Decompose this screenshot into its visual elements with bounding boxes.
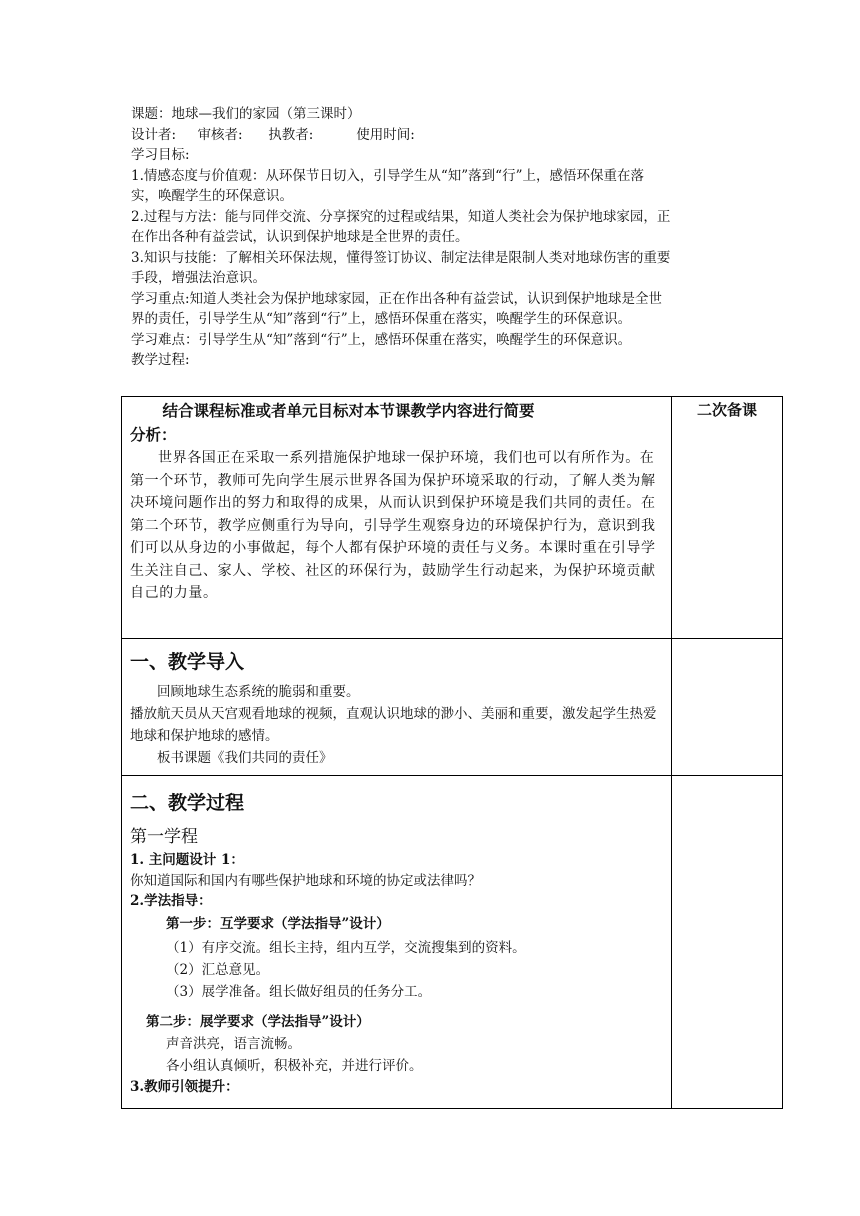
intro-title: 一、教学导入	[130, 651, 245, 673]
intro-line-3: 板书课题《我们共同的责任》	[157, 750, 333, 766]
goal-2-line-b: 在作出各种有益尝试，认识到保护地球是全世界的责任。	[131, 229, 469, 245]
analysis-title-b: 分析：	[130, 425, 177, 444]
step-2-item-1: 声音洪亮，语言流畅。	[166, 1035, 301, 1052]
intro-line-1: 回顾地球生态系统的脆弱和重要。	[157, 684, 360, 700]
key-point-line-b: 界的责任，引导学生从“知”落到“行”上，感悟环保重在落实，唤醒学生的环保意识。	[131, 311, 632, 327]
process-heading: 教学过程:	[131, 352, 190, 368]
analysis-body: 世界各国正在采取一系列措施保护地球一保护环境，我们也可以有所作为。在第一个环节，教师可先向学生展示世界各国为保护环境采取的行动，了解人类为解决环境问题作出的努力和取得的成果，从而认识到保护环境是我们共同的责任。在第二个环节，教学应侧重行为导向，引导学生观察身边的环境保护行为，意识到我们可以从身边的小事做起，每个人都有保护环境的责任与义务。本课时重在引导学生关注自己、家人、学校、社区的环保行为，鼓励学生行动起来，为保护环境贡献自己的力量。	[130, 450, 656, 601]
side-header: 二次备课	[696, 401, 757, 419]
process-title: 二、教学过程	[130, 792, 245, 814]
staff-line: 设计者: 审核者: 执教者: 使用时间:	[131, 126, 415, 143]
step-1-item-1: （1）有序交流。组长主持，组内互学，交流搜集到的资料。	[166, 939, 526, 956]
goals-heading: 学习目标:	[131, 147, 190, 163]
lesson-table	[121, 396, 783, 1109]
question-text: 你知道国际和国内有哪些保护地球和环境的协定或法律吗？	[130, 872, 481, 889]
method-label: 2.学法指导：	[130, 893, 212, 909]
stage-1-title: 第一学程	[130, 827, 198, 847]
goal-3-line-b: 手段，增强法治意识。	[131, 270, 266, 286]
goal-1-line-b: 实，唤醒学生的环保意识。	[131, 188, 293, 204]
process-cell	[122, 776, 672, 1109]
analysis-cell	[122, 397, 672, 639]
question-label: 1. 主问题设计 1：	[130, 852, 244, 868]
side-notes-cell-2	[672, 639, 783, 776]
goal-1-line-a: 1.情感态度与价值观：从环保节日切入，引导学生从“知”落到“行”上，感悟环保重在落	[131, 167, 644, 184]
analysis-title-a: 结合课程标准或者单元目标对本节课教学内容进行简要	[162, 401, 535, 420]
side-notes-cell	[672, 397, 783, 639]
lesson-title: 课题：地球—我们的家园（第三课时）	[131, 106, 361, 122]
goal-2-line-a: 2.过程与方法：能与同伴交流、分享探究的过程或结果，知道人类社会为保护地球家园，正	[131, 208, 671, 225]
lesson-header	[131, 104, 746, 371]
side-notes-cell-3	[672, 776, 783, 1109]
intro-cell	[122, 639, 672, 776]
difficulty-line: 学习难点：引导学生从“知”落到“行”上，感悟环保重在落实，唤醒学生的环保意识。	[131, 331, 632, 348]
step-2-title: 第二步：展学要求（学法指导”设计）	[146, 1013, 370, 1030]
intro-line-2: 播放航天员从天宫观看地球的视频，直观认识地球的渺小、美丽和重要，激发起学生热爱地球和保护地球的感情。	[130, 706, 657, 744]
step-1-title: 第一步：互学要求（学法指导”设计）	[166, 915, 390, 932]
key-point-line-a: 学习重点:知道人类社会为保护地球家园，正在作出各种有益尝试，认识到保护地球是全世	[131, 290, 663, 307]
step-1-item-2: （2）汇总意见。	[166, 961, 270, 978]
step-2-item-2: 各小组认真倾听，积极补充，并进行评价。	[166, 1057, 423, 1074]
goal-3-line-a: 3.知识与技能：了解相关环保法规，懂得签订协议、制定法律是限制人类对地球伤害的重要	[131, 249, 671, 266]
step-1-item-3: （3）展学准备。组长做好组员的任务分工。	[166, 983, 432, 1000]
teacher-label: 3.教师引领提升：	[130, 1078, 239, 1095]
